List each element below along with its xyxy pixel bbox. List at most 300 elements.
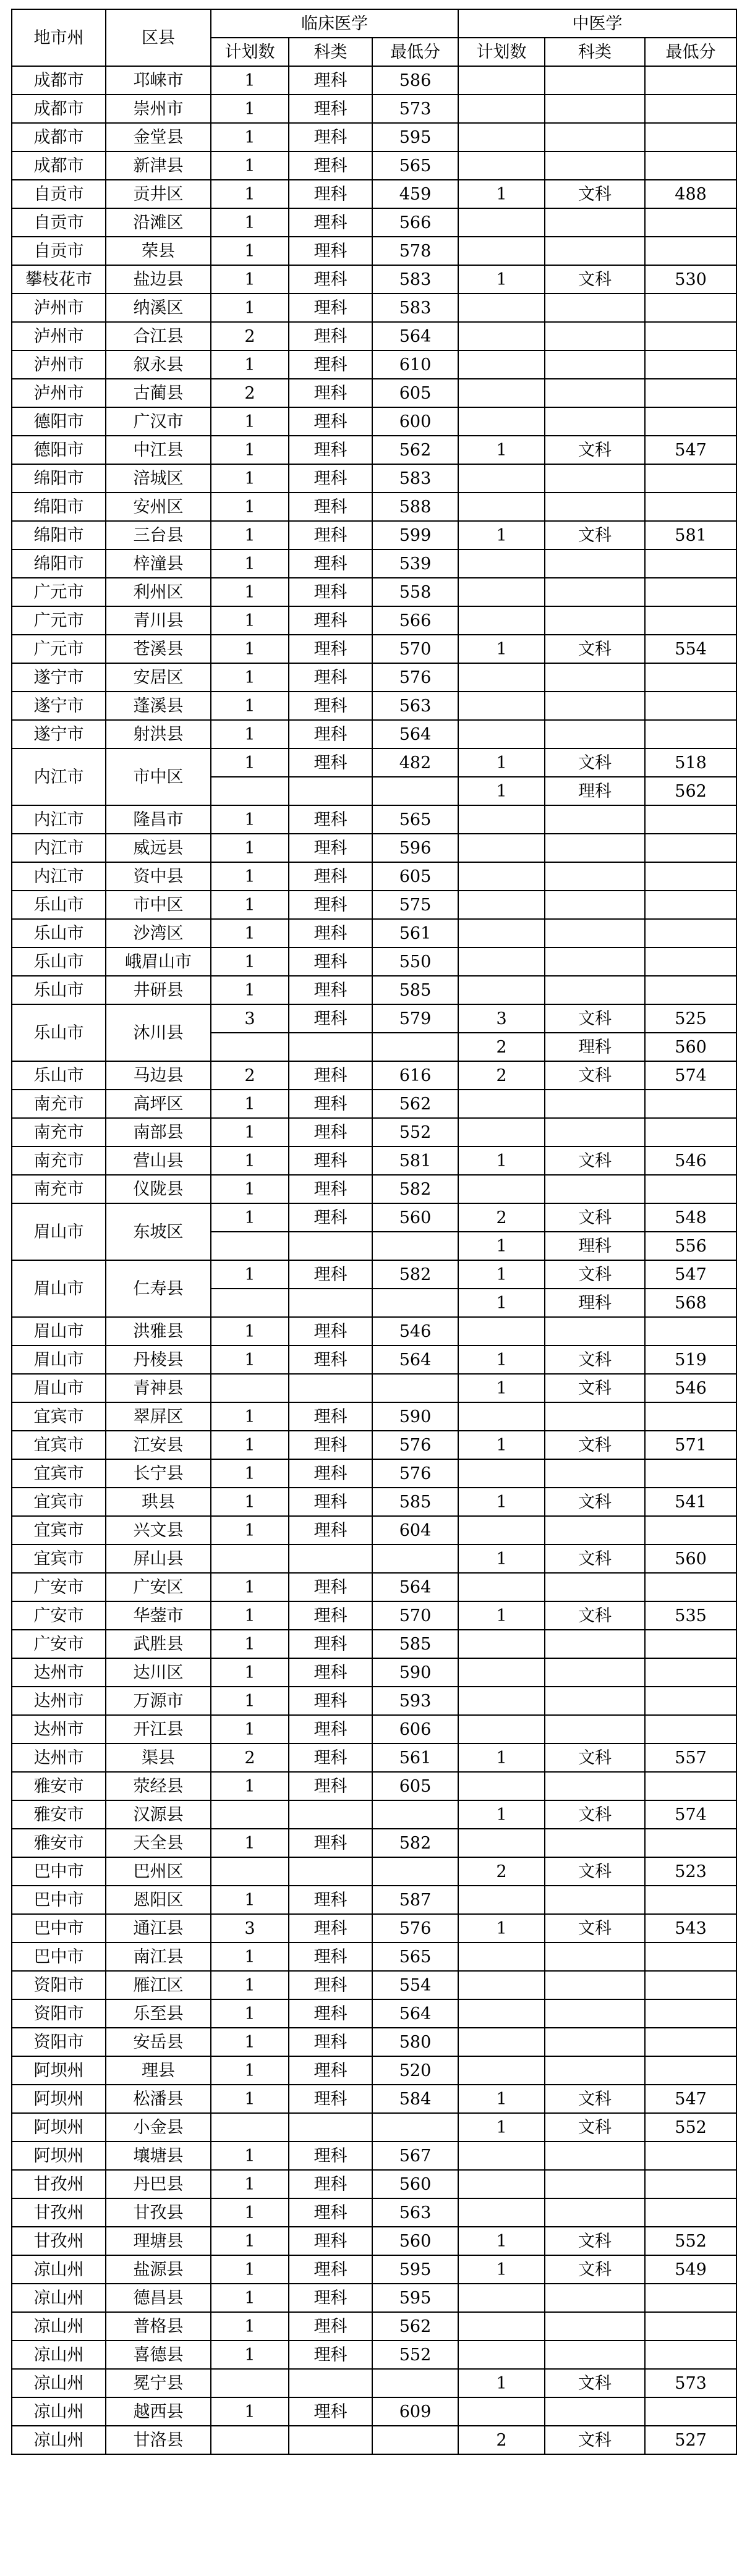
clinical-plan-cell: 1 [211,1971,289,1999]
city-cell: 绵阳市 [12,464,106,493]
clinical-plan-cell: 1 [211,1345,289,1374]
tcm-min-score-cell [645,1516,736,1544]
city-cell: 内江市 [12,834,106,862]
tcm-min-score-cell: 554 [645,635,736,663]
clinical-min-score-cell: 609 [372,2397,458,2426]
clinical-plan-cell: 1 [211,2397,289,2426]
city-cell: 绵阳市 [12,521,106,549]
clinical-plan-cell [211,1374,289,1402]
clinical-plan-cell: 1 [211,2284,289,2312]
city-cell: 达州市 [12,1715,106,1743]
clinical-subject-cell: 理科 [289,2397,372,2426]
city-cell: 凉山州 [12,2397,106,2426]
clinical-plan-cell [211,1289,289,1317]
clinical-min-score-cell: 595 [372,2255,458,2284]
header-county: 区县 [106,9,211,66]
tcm-plan-cell [458,208,545,237]
county-cell: 越西县 [106,2397,211,2426]
clinical-min-score-cell: 576 [372,1459,458,1488]
clinical-plan-cell: 2 [211,1061,289,1090]
clinical-subject-cell: 理科 [289,1743,372,1772]
tcm-plan-cell [458,1943,545,1971]
county-cell: 德昌县 [106,2284,211,2312]
tcm-subject-cell: 文科 [545,1061,645,1090]
table-row [12,1431,736,1459]
clinical-plan-cell: 1 [211,407,289,436]
tcm-plan-cell: 1 [458,180,545,208]
tcm-plan-cell [458,1630,545,1658]
tcm-min-score-cell [645,208,736,237]
city-cell: 泸州市 [12,379,106,407]
clinical-subject-cell: 理科 [289,692,372,720]
city-cell: 阿坝州 [12,2113,106,2142]
city-cell: 成都市 [12,95,106,123]
clinical-min-score-cell: 562 [372,436,458,464]
tcm-subject-cell: 理科 [545,1289,645,1317]
tcm-plan-cell [458,1090,545,1118]
tcm-min-score-cell [645,1687,736,1715]
tcm-plan-cell: 1 [458,1743,545,1772]
city-cell: 凉山州 [12,2369,106,2397]
tcm-plan-cell [458,95,545,123]
city-cell: 达州市 [12,1658,106,1687]
county-cell: 峨眉山市 [106,947,211,976]
tcm-min-score-cell: 552 [645,2113,736,2142]
table-row [12,1516,736,1544]
county-cell: 青神县 [106,1374,211,1402]
city-cell: 雅安市 [12,1800,106,1829]
table-row [12,635,736,663]
table-row [12,862,736,891]
county-cell: 市中区 [106,891,211,919]
tcm-subject-cell [545,1999,645,2028]
table-row [12,578,736,606]
city-cell: 自贡市 [12,180,106,208]
city-cell: 宜宾市 [12,1544,106,1573]
county-cell: 青川县 [106,606,211,635]
clinical-subject-cell: 理科 [289,2284,372,2312]
tcm-subject-cell [545,2284,645,2312]
tcm-subject-cell [545,1573,645,1601]
county-cell: 盐边县 [106,265,211,294]
table-row [12,1800,736,1829]
header-group-tcm: 中医学 [458,9,736,38]
tcm-subject-cell: 文科 [545,2369,645,2397]
clinical-min-score-cell: 590 [372,1402,458,1431]
clinical-plan-cell: 1 [211,2198,289,2227]
city-cell: 阿坝州 [12,2142,106,2170]
tcm-min-score-cell: 535 [645,1601,736,1630]
tcm-min-score-cell [645,2312,736,2341]
county-cell: 长宁县 [106,1459,211,1488]
tcm-subject-cell: 文科 [545,1488,645,1516]
table-row [12,549,736,578]
clinical-subject-cell: 理科 [289,663,372,692]
tcm-min-score-cell [645,2284,736,2312]
clinical-subject-cell: 理科 [289,1146,372,1175]
tcm-subject-cell [545,95,645,123]
tcm-min-score-cell: 552 [645,2227,736,2255]
tcm-min-score-cell [645,322,736,350]
table-row [12,1886,736,1914]
city-cell: 达州市 [12,1743,106,1772]
clinical-subject-cell: 理科 [289,2056,372,2085]
clinical-min-score-cell: 604 [372,1516,458,1544]
tcm-plan-cell: 1 [458,2255,545,2284]
county-cell: 仁寿县 [106,1260,211,1317]
county-cell: 安州区 [106,493,211,521]
clinical-plan-cell: 3 [211,1914,289,1943]
clinical-plan-cell: 1 [211,1715,289,1743]
tcm-min-score-cell: 488 [645,180,736,208]
tcm-min-score-cell [645,1175,736,1203]
clinical-subject-cell: 理科 [289,891,372,919]
tcm-min-score-cell: 518 [645,748,736,777]
tcm-subject-cell [545,237,645,265]
tcm-min-score-cell: 571 [645,1431,736,1459]
county-cell: 广汉市 [106,407,211,436]
county-cell: 射洪县 [106,720,211,748]
tcm-subject-cell: 文科 [545,2255,645,2284]
tcm-plan-cell: 2 [458,1061,545,1090]
table-row [12,123,736,151]
clinical-min-score-cell [372,1544,458,1573]
header-row-groups [12,9,736,38]
clinical-subject-cell: 理科 [289,606,372,635]
table-row [12,1004,736,1033]
tcm-min-score-cell [645,2142,736,2170]
clinical-subject-cell: 理科 [289,2142,372,2170]
city-cell: 泸州市 [12,294,106,322]
clinical-plan-cell: 1 [211,265,289,294]
tcm-subject-cell [545,891,645,919]
county-cell: 三台县 [106,521,211,549]
tcm-plan-cell: 1 [458,748,545,777]
clinical-plan-cell: 2 [211,322,289,350]
city-cell: 宜宾市 [12,1488,106,1516]
county-cell: 沿滩区 [106,208,211,237]
table-row [12,1317,736,1345]
tcm-subject-cell [545,1829,645,1857]
clinical-subject-cell: 理科 [289,635,372,663]
table-row [12,606,736,635]
tcm-min-score-cell [645,1630,736,1658]
tcm-plan-cell [458,237,545,265]
tcm-min-score-cell [645,720,736,748]
table-row [12,265,736,294]
clinical-subject-cell [289,1374,372,1402]
clinical-plan-cell: 1 [211,1146,289,1175]
tcm-min-score-cell [645,151,736,180]
clinical-plan-cell [211,2113,289,2142]
tcm-subject-cell [545,1118,645,1146]
county-cell: 合江县 [106,322,211,350]
clinical-subject-cell: 理科 [289,1886,372,1914]
table-row [12,2085,736,2113]
tcm-min-score-cell: 581 [645,521,736,549]
tcm-subject-cell [545,1459,645,1488]
clinical-plan-cell: 1 [211,1658,289,1687]
city-cell: 成都市 [12,123,106,151]
tcm-plan-cell [458,1772,545,1800]
tcm-min-score-cell [645,947,736,976]
tcm-plan-cell: 1 [458,1232,545,1260]
county-cell: 洪雅县 [106,1317,211,1345]
county-cell: 壤塘县 [106,2142,211,2170]
tcm-plan-cell [458,322,545,350]
table-row [12,521,736,549]
clinical-min-score-cell: 563 [372,2198,458,2227]
table-row [12,720,736,748]
clinical-min-score-cell: 566 [372,606,458,635]
clinical-plan-cell: 1 [211,2142,289,2170]
clinical-subject-cell: 理科 [289,1829,372,1857]
clinical-min-score-cell: 590 [372,1658,458,1687]
city-cell: 乐山市 [12,947,106,976]
tcm-min-score-cell [645,834,736,862]
clinical-plan-cell: 1 [211,2170,289,2198]
tcm-plan-cell [458,1829,545,1857]
clinical-min-score-cell: 595 [372,123,458,151]
tcm-subject-cell [545,1715,645,1743]
county-cell: 金堂县 [106,123,211,151]
county-cell: 荣县 [106,237,211,265]
tcm-subject-cell [545,2341,645,2369]
clinical-plan-cell: 1 [211,1772,289,1800]
table-row [12,1658,736,1687]
table-row [12,805,736,834]
tcm-plan-cell [458,606,545,635]
tcm-subject-cell [545,2170,645,2198]
clinical-min-score-cell: 565 [372,151,458,180]
table-row [12,947,736,976]
city-cell: 巴中市 [12,1914,106,1943]
tcm-plan-cell [458,407,545,436]
clinical-subject-cell: 理科 [289,2312,372,2341]
tcm-min-score-cell: 568 [645,1289,736,1317]
county-cell: 新津县 [106,151,211,180]
county-cell: 叙永县 [106,350,211,379]
clinical-min-score-cell: 565 [372,1943,458,1971]
clinical-min-score-cell: 585 [372,976,458,1004]
tcm-min-score-cell [645,1772,736,1800]
tcm-subject-cell: 文科 [545,1914,645,1943]
clinical-min-score-cell: 582 [372,1175,458,1203]
clinical-min-score-cell: 585 [372,1630,458,1658]
city-cell: 阿坝州 [12,2085,106,2113]
tcm-subject-cell: 文科 [545,265,645,294]
clinical-plan-cell: 1 [211,2255,289,2284]
tcm-min-score-cell: 574 [645,1800,736,1829]
county-cell: 中江县 [106,436,211,464]
clinical-subject-cell: 理科 [289,322,372,350]
admission-score-table [11,9,737,2455]
tcm-subject-cell [545,692,645,720]
county-cell: 南部县 [106,1118,211,1146]
clinical-subject-cell: 理科 [289,1431,372,1459]
tcm-plan-cell [458,1971,545,1999]
clinical-min-score-cell: 605 [372,379,458,407]
tcm-subject-cell [545,66,645,95]
city-cell: 宜宾市 [12,1431,106,1459]
tcm-min-score-cell [645,294,736,322]
tcm-min-score-cell [645,692,736,720]
clinical-min-score-cell [372,1033,458,1061]
county-cell: 荥经县 [106,1772,211,1800]
clinical-subject-cell: 理科 [289,2085,372,2113]
tcm-min-score-cell [645,549,736,578]
city-cell: 南充市 [12,1118,106,1146]
tcm-min-score-cell [645,1402,736,1431]
city-cell: 南充市 [12,1090,106,1118]
tcm-plan-cell [458,720,545,748]
city-cell: 遂宁市 [12,663,106,692]
tcm-plan-cell [458,2028,545,2056]
tcm-min-score-cell [645,2056,736,2085]
clinical-subject-cell: 理科 [289,1573,372,1601]
table-row [12,748,736,777]
city-cell: 凉山州 [12,2284,106,2312]
clinical-subject-cell: 理科 [289,1459,372,1488]
clinical-plan-cell: 1 [211,976,289,1004]
clinical-plan-cell: 1 [211,521,289,549]
tcm-min-score-cell [645,379,736,407]
clinical-min-score-cell: 578 [372,237,458,265]
clinical-min-score-cell [372,2113,458,2142]
clinical-plan-cell: 1 [211,1203,289,1232]
city-cell: 雅安市 [12,1772,106,1800]
clinical-plan-cell: 1 [211,95,289,123]
tcm-plan-cell: 1 [458,777,545,805]
tcm-min-score-cell [645,919,736,947]
tcm-subject-cell: 文科 [545,2113,645,2142]
tcm-subject-cell [545,947,645,976]
tcm-min-score-cell [645,464,736,493]
clinical-plan-cell: 1 [211,1601,289,1630]
tcm-subject-cell: 文科 [545,1800,645,1829]
city-cell: 乐山市 [12,1061,106,1090]
clinical-plan-cell: 1 [211,919,289,947]
clinical-plan-cell: 1 [211,1175,289,1203]
county-cell: 东坡区 [106,1203,211,1260]
county-cell: 冕宁县 [106,2369,211,2397]
tcm-subject-cell: 文科 [545,1374,645,1402]
tcm-plan-cell [458,1658,545,1687]
clinical-subject-cell: 理科 [289,1658,372,1687]
clinical-min-score-cell: 561 [372,1743,458,1772]
tcm-subject-cell: 理科 [545,1033,645,1061]
tcm-min-score-cell [645,578,736,606]
tcm-min-score-cell [645,663,736,692]
county-cell: 万源市 [106,1687,211,1715]
tcm-plan-cell [458,294,545,322]
clinical-min-score-cell: 606 [372,1715,458,1743]
table-row [12,663,736,692]
tcm-plan-cell: 1 [458,1800,545,1829]
tcm-min-score-cell: 548 [645,1203,736,1232]
clinical-min-score-cell: 562 [372,1090,458,1118]
city-cell: 泸州市 [12,322,106,350]
clinical-subject-cell: 理科 [289,1488,372,1516]
clinical-subject-cell: 理科 [289,1943,372,1971]
city-cell: 宜宾市 [12,1402,106,1431]
tcm-plan-cell [458,2397,545,2426]
clinical-min-score-cell: 564 [372,720,458,748]
tcm-plan-cell: 1 [458,1260,545,1289]
clinical-plan-cell: 1 [211,549,289,578]
clinical-subject-cell: 理科 [289,578,372,606]
tcm-subject-cell [545,1658,645,1687]
clinical-min-score-cell: 560 [372,2170,458,2198]
city-cell: 巴中市 [12,1943,106,1971]
tcm-min-score-cell: 519 [645,1345,736,1374]
clinical-subject-cell: 理科 [289,976,372,1004]
clinical-min-score-cell: 616 [372,1061,458,1090]
city-cell: 遂宁市 [12,692,106,720]
clinical-subject-cell: 理科 [289,180,372,208]
city-cell: 成都市 [12,151,106,180]
admission-table-container [11,9,737,2455]
clinical-plan-cell: 1 [211,1829,289,1857]
tcm-subject-cell: 文科 [545,1743,645,1772]
table-row [12,493,736,521]
table-row [12,1061,736,1090]
clinical-plan-cell: 3 [211,1004,289,1033]
county-cell: 马边县 [106,1061,211,1090]
tcm-min-score-cell [645,66,736,95]
clinical-min-score-cell: 588 [372,493,458,521]
clinical-min-score-cell: 585 [372,1488,458,1516]
table-row [12,1203,736,1232]
city-cell: 内江市 [12,805,106,834]
clinical-min-score-cell [372,1289,458,1317]
county-cell: 威远县 [106,834,211,862]
city-cell: 德阳市 [12,436,106,464]
clinical-min-score-cell: 583 [372,464,458,493]
city-cell: 广元市 [12,635,106,663]
tcm-subject-cell [545,1175,645,1203]
city-cell: 内江市 [12,748,106,805]
tcm-min-score-cell: 527 [645,2426,736,2454]
county-cell: 苍溪县 [106,635,211,663]
city-cell: 内江市 [12,862,106,891]
tcm-min-score-cell [645,1999,736,2028]
tcm-min-score-cell [645,2397,736,2426]
table-row [12,407,736,436]
city-cell: 乐山市 [12,919,106,947]
table-row [12,1175,736,1203]
clinical-min-score-cell: 610 [372,350,458,379]
table-row [12,692,736,720]
county-cell: 武胜县 [106,1630,211,1658]
clinical-plan-cell: 2 [211,379,289,407]
tcm-subject-cell: 文科 [545,436,645,464]
city-cell: 乐山市 [12,891,106,919]
tcm-plan-cell: 1 [458,2227,545,2255]
clinical-plan-cell: 1 [211,635,289,663]
clinical-plan-cell: 1 [211,862,289,891]
city-cell: 资阳市 [12,2028,106,2056]
table-row [12,1857,736,1886]
tcm-min-score-cell [645,2341,736,2369]
tcm-subject-cell [545,151,645,180]
tcm-min-score-cell [645,1317,736,1345]
county-cell: 邛崃市 [106,66,211,95]
tcm-plan-cell [458,1175,545,1203]
tcm-min-score-cell [645,891,736,919]
county-cell: 营山县 [106,1146,211,1175]
tcm-subject-cell: 文科 [545,1601,645,1630]
